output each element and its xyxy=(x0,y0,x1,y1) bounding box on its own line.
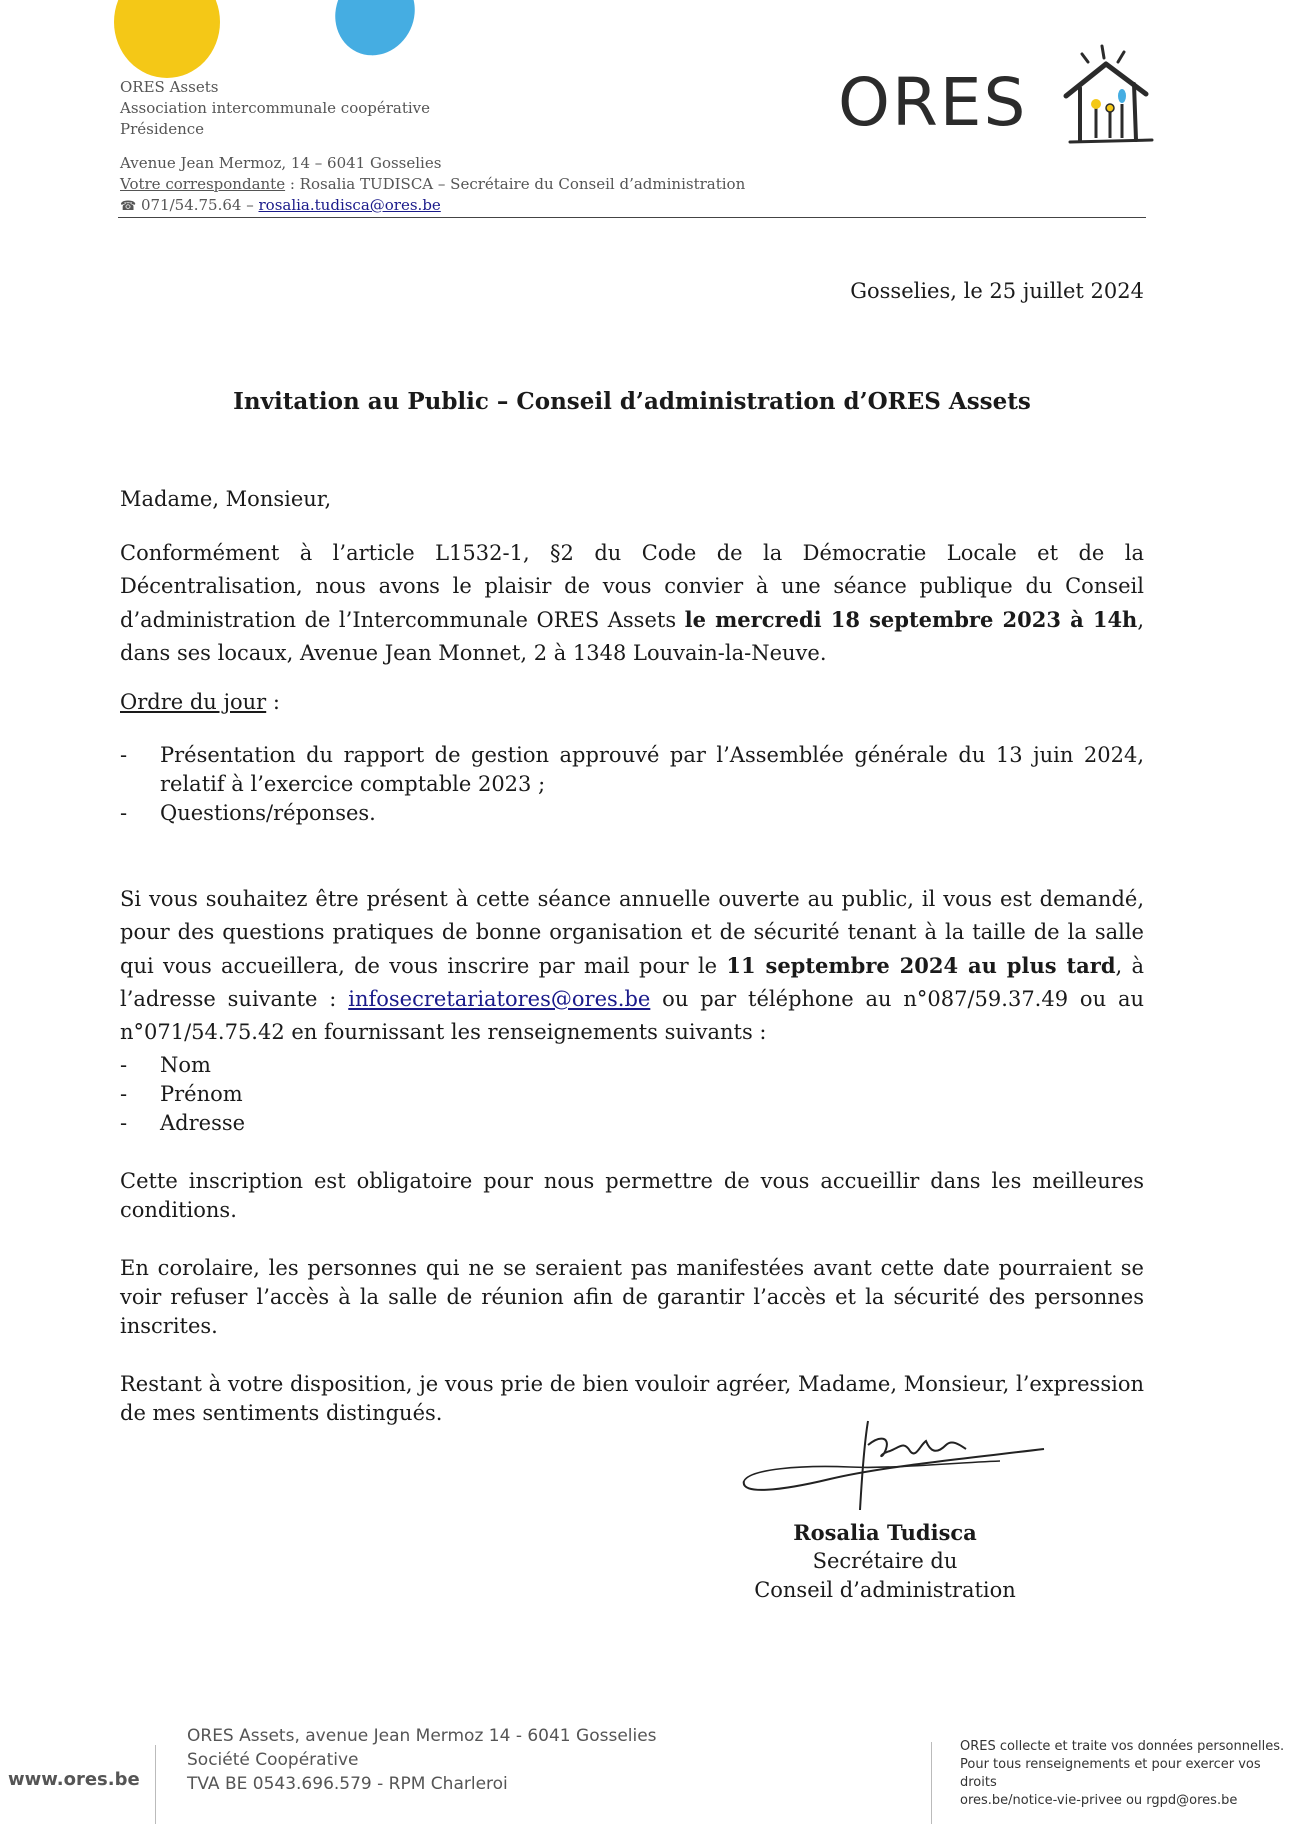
privacy-line-3: ores.be/notice-vie-privee ou rgpd@ores.be xyxy=(960,1793,1238,1808)
org-name: ORES Assets xyxy=(120,78,219,96)
phone-icon: ☎ xyxy=(120,199,137,214)
footer-address: ORES Assets, avenue Jean Mermoz 14 - 6041 Gosselies xyxy=(187,1726,657,1746)
sender-header xyxy=(120,77,745,217)
field-item: - Adresse xyxy=(120,1111,246,1135)
letter-date: Gosselies, le 25 juillet 2024 xyxy=(850,279,1144,303)
org-type: Association intercommunale coopérative xyxy=(120,99,431,117)
required-fields-list xyxy=(120,1051,1144,1138)
footer-vat: TVA BE 0543.696.579 - RPM Charleroi xyxy=(187,1774,508,1794)
meeting-datetime: le mercredi 18 septembre 2023 à 14h xyxy=(684,607,1138,632)
signature-block xyxy=(720,1518,1050,1605)
correspondent-label: Votre correspondante xyxy=(120,175,286,193)
agenda-item-text: Questions/réponses. xyxy=(160,801,376,825)
closing-paragraph: Restant à votre disposition, je vous prie de bien vouloir agréer, Madame, Monsieur, l’expression de mes sentiments distingués. xyxy=(120,1372,1144,1425)
department: Présidence xyxy=(120,120,205,138)
agenda-item-text: Présentation du rapport de gestion approuvé par l’Assemblée générale du 13 juin 2024, relatif à l’exercice comptable 2023 ; xyxy=(160,743,1144,796)
registration-text-2: , à l’adresse suivante : xyxy=(120,954,1144,1011)
signer-name: Rosalia Tudisca xyxy=(793,1520,977,1545)
corollary-paragraph: En corolaire, les personnes qui ne se seraient pas manifestées avant cette date pourraient se voir refuser l’accès à la salle de réunion afin de garantir l’accès et la sécurité des personnes inscrites. xyxy=(120,1256,1144,1338)
salutation: Madame, Monsieur, xyxy=(120,487,332,511)
letter-title: Invitation au Public – Conseil d’administration d’ORES Assets xyxy=(233,388,1031,415)
contact-line xyxy=(120,195,745,217)
registration-deadline: 11 septembre 2024 au plus tard xyxy=(726,953,1116,978)
registration-text-1: Si vous souhaitez être présent à cette séance annuelle ouverte au public, il vous est demandé, pour des questions pratiques de bonne organisation et de sécurité tenant à la taille de la salle qui vous accueillera, de vous inscrire par mail pour le xyxy=(120,887,1144,978)
correspondent xyxy=(120,174,745,195)
header-divider xyxy=(118,217,1146,218)
signer-title-line-1: Secrétaire du xyxy=(812,1549,958,1573)
privacy-line-1: ORES collecte et traite vos données personnelles. xyxy=(960,1739,1285,1754)
house-logo-icon xyxy=(1062,44,1154,148)
agenda-item: - Présentation du rapport de gestion approuvé par l’Assemblée générale du 13 juin 2024, relatif à l’exercice comptable 2023 ; xyxy=(120,743,1144,796)
field-item-text: Adresse xyxy=(160,1111,246,1135)
field-item: - Nom xyxy=(120,1053,211,1077)
footer-divider-right xyxy=(931,1742,932,1824)
agenda-label: Ordre du jour xyxy=(120,690,267,714)
yellow-decoration xyxy=(114,0,220,78)
blue-decoration xyxy=(321,0,428,68)
intro-text-1: Conformément à l’article L1532-1, §2 du Code de la Démocratie Locale et de la Décentralisation, nous avons le plaisir de vous convier à une séance publique du Conseil d’administration de l’Intercommunale ORES Assets xyxy=(120,541,1144,632)
agenda-colon: : xyxy=(266,690,280,714)
intro-paragraph xyxy=(120,537,1144,670)
ores-logo-text: ORES xyxy=(838,64,1028,141)
correspondent-email-link[interactable]: rosalia.tudisca@ores.be xyxy=(258,196,441,214)
registration-text-3: ou par téléphone au n°087/59.37.49 ou au n°071/54.75.42 en fournissant les renseignements suivants : xyxy=(120,987,1144,1044)
correspondent-value: : Rosalia TUDISCA – Secrétaire du Conseil d’administration xyxy=(285,175,746,193)
sender-address: Avenue Jean Mermoz, 14 – 6041 Gosselies xyxy=(120,154,442,172)
registration-paragraph xyxy=(120,883,1144,1049)
registration-email-link[interactable]: infosecretariatores@ores.be xyxy=(348,987,651,1011)
footer-website: www.ores.be xyxy=(8,1769,140,1790)
field-item-text: Prénom xyxy=(160,1082,243,1106)
agenda-list xyxy=(120,741,1144,828)
footer-privacy-notice xyxy=(960,1738,1290,1810)
phone-number: 071/54.75.64 – xyxy=(136,196,259,214)
intro-text-2: , dans ses locaux, Avenue Jean Monnet, 2 à 1348 Louvain-la-Neuve. xyxy=(120,608,1145,665)
footer-company-info xyxy=(187,1724,657,1796)
mandatory-paragraph: Cette inscription est obligatoire pour nous permettre de vous accueillir dans les meilleures conditions. xyxy=(120,1169,1144,1222)
footer-divider-left xyxy=(155,1745,156,1824)
field-item: - Prénom xyxy=(120,1082,243,1106)
handwritten-signature xyxy=(740,1415,1050,1515)
agenda-heading xyxy=(120,686,1144,719)
signer-title-line-2: Conseil d’administration xyxy=(754,1578,1016,1602)
letter-body xyxy=(120,483,1144,1428)
agenda-item: - Questions/réponses. xyxy=(120,801,376,825)
footer-company-type: Société Coopérative xyxy=(187,1750,359,1770)
privacy-line-2: Pour tous renseignements et pour exercer vos droits xyxy=(960,1757,1261,1790)
field-item-text: Nom xyxy=(160,1053,211,1077)
